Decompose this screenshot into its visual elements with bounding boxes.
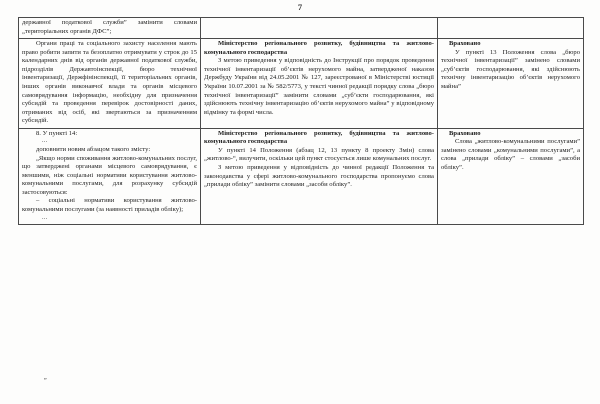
- paragraph: З метою приведення у відповідність до чинної редакції Положення та законодавства у сфері житлово-комунального господарства пропонуємо слова „прилади обліку” замінити словами „засоби обліку”.: [204, 164, 434, 189]
- trailing-quote-mark: ”: [44, 378, 48, 384]
- paragraph: Органи праці та соціального захисту населення мають право робити запити та безоплатно отримувати у строк до 15 календарних днів від органів державної податкової служби, підрозділів Державтоінспекції, бюро технічної інвентаризації, Держфінінспекції, її територіальних органів, інших органів виконавчої влади та органів місцевого самоврядування інформацію, необхідну для призначення субсидій та проведення перевірок достовірності даних, отриманих від осіб, які звертаються за призначенням субсидій.: [22, 40, 197, 125]
- cell-resolution: [438, 18, 584, 39]
- paragraph: У пункті 13 Положення слова „бюро технічної інвентаризації” замінено словами „суб’єктів господарювання, які здійснюють технічну інвентаризацію об’єктів нерухомого майна”: [441, 48, 580, 90]
- comment-author-heading: Міністерство регіонального розвитку, будівництва та житлово-комунального господарства: [204, 129, 434, 146]
- cell-resolution: [438, 128, 584, 225]
- cell-proposal: [19, 18, 201, 39]
- paragraph: У пункті 14 Положення (абзац 12, 13 пункту 8 проекту Змін) слова „житлово-“, вилучити, оскільки цей пункт стосується лише комунальних послуг.: [204, 146, 434, 163]
- resolution-status-label: Враховано: [449, 40, 481, 48]
- paragraph: З метою приведення у відповідність до Інструкції про порядок проведення технічної інвентаризації об’єктів нерухомого майна, затвердженої наказом Держбуду України від 24.05.2001 № 127, зареєстрованої в Міністерстві юстиції України 10.07.2001 за № 582/5773, у тексті чинної редакції порядку слова „бюро технічної інвентаризації” замінити словами „суб’єкти господарювання, які здійснюють технічну інвентаризацію об’єктів нерухомого майна” у відповідному відмінку та формі числа.: [204, 57, 434, 116]
- paragraph: доповнити новим абзацом такого змісту:: [36, 146, 151, 154]
- paragraph-list-item: – соціальні нормативи користування житлово-комунальними послугами (за наявності приладів обліку);: [22, 197, 197, 214]
- cell-proposal: [19, 128, 201, 225]
- cell-comment: [201, 39, 438, 129]
- cell-resolution: [438, 39, 584, 129]
- cell-comment: [201, 18, 438, 39]
- cell-comment: [201, 128, 438, 225]
- resolution-status-label: Враховано: [449, 129, 481, 137]
- paragraph-item-number: 8. У пункті 14:: [36, 129, 78, 137]
- comparison-table: [18, 17, 584, 225]
- paragraph-ellipsis: ...: [42, 138, 48, 145]
- table-row: [19, 128, 584, 225]
- paragraph: „Якщо норми споживання житлово-комунальних послуг, що затверджені органами місцевого самоврядування, є меншими, ніж соціальні нормативи користування житлово-комунальними послугами, для розрахунку субсидій застосовуються:: [22, 154, 197, 196]
- cell-proposal: [19, 39, 201, 129]
- paragraph: державної податкової служби” замінити словами „територіальних органів ДФС”;: [22, 19, 197, 35]
- table-row: [19, 39, 584, 129]
- paragraph-ellipsis: ...: [42, 214, 48, 221]
- paragraph: Слова „житлово-комунальними послугами” замінено словами „комунальними послугами”, а слова „прилади обліку” – словами „засоби обліку”.: [441, 138, 580, 171]
- table-row: [19, 18, 584, 39]
- page-number: 7: [297, 2, 303, 12]
- comment-author-heading: Міністерство регіонального розвитку, будівництва та житлово-комунального господарства: [204, 40, 434, 56]
